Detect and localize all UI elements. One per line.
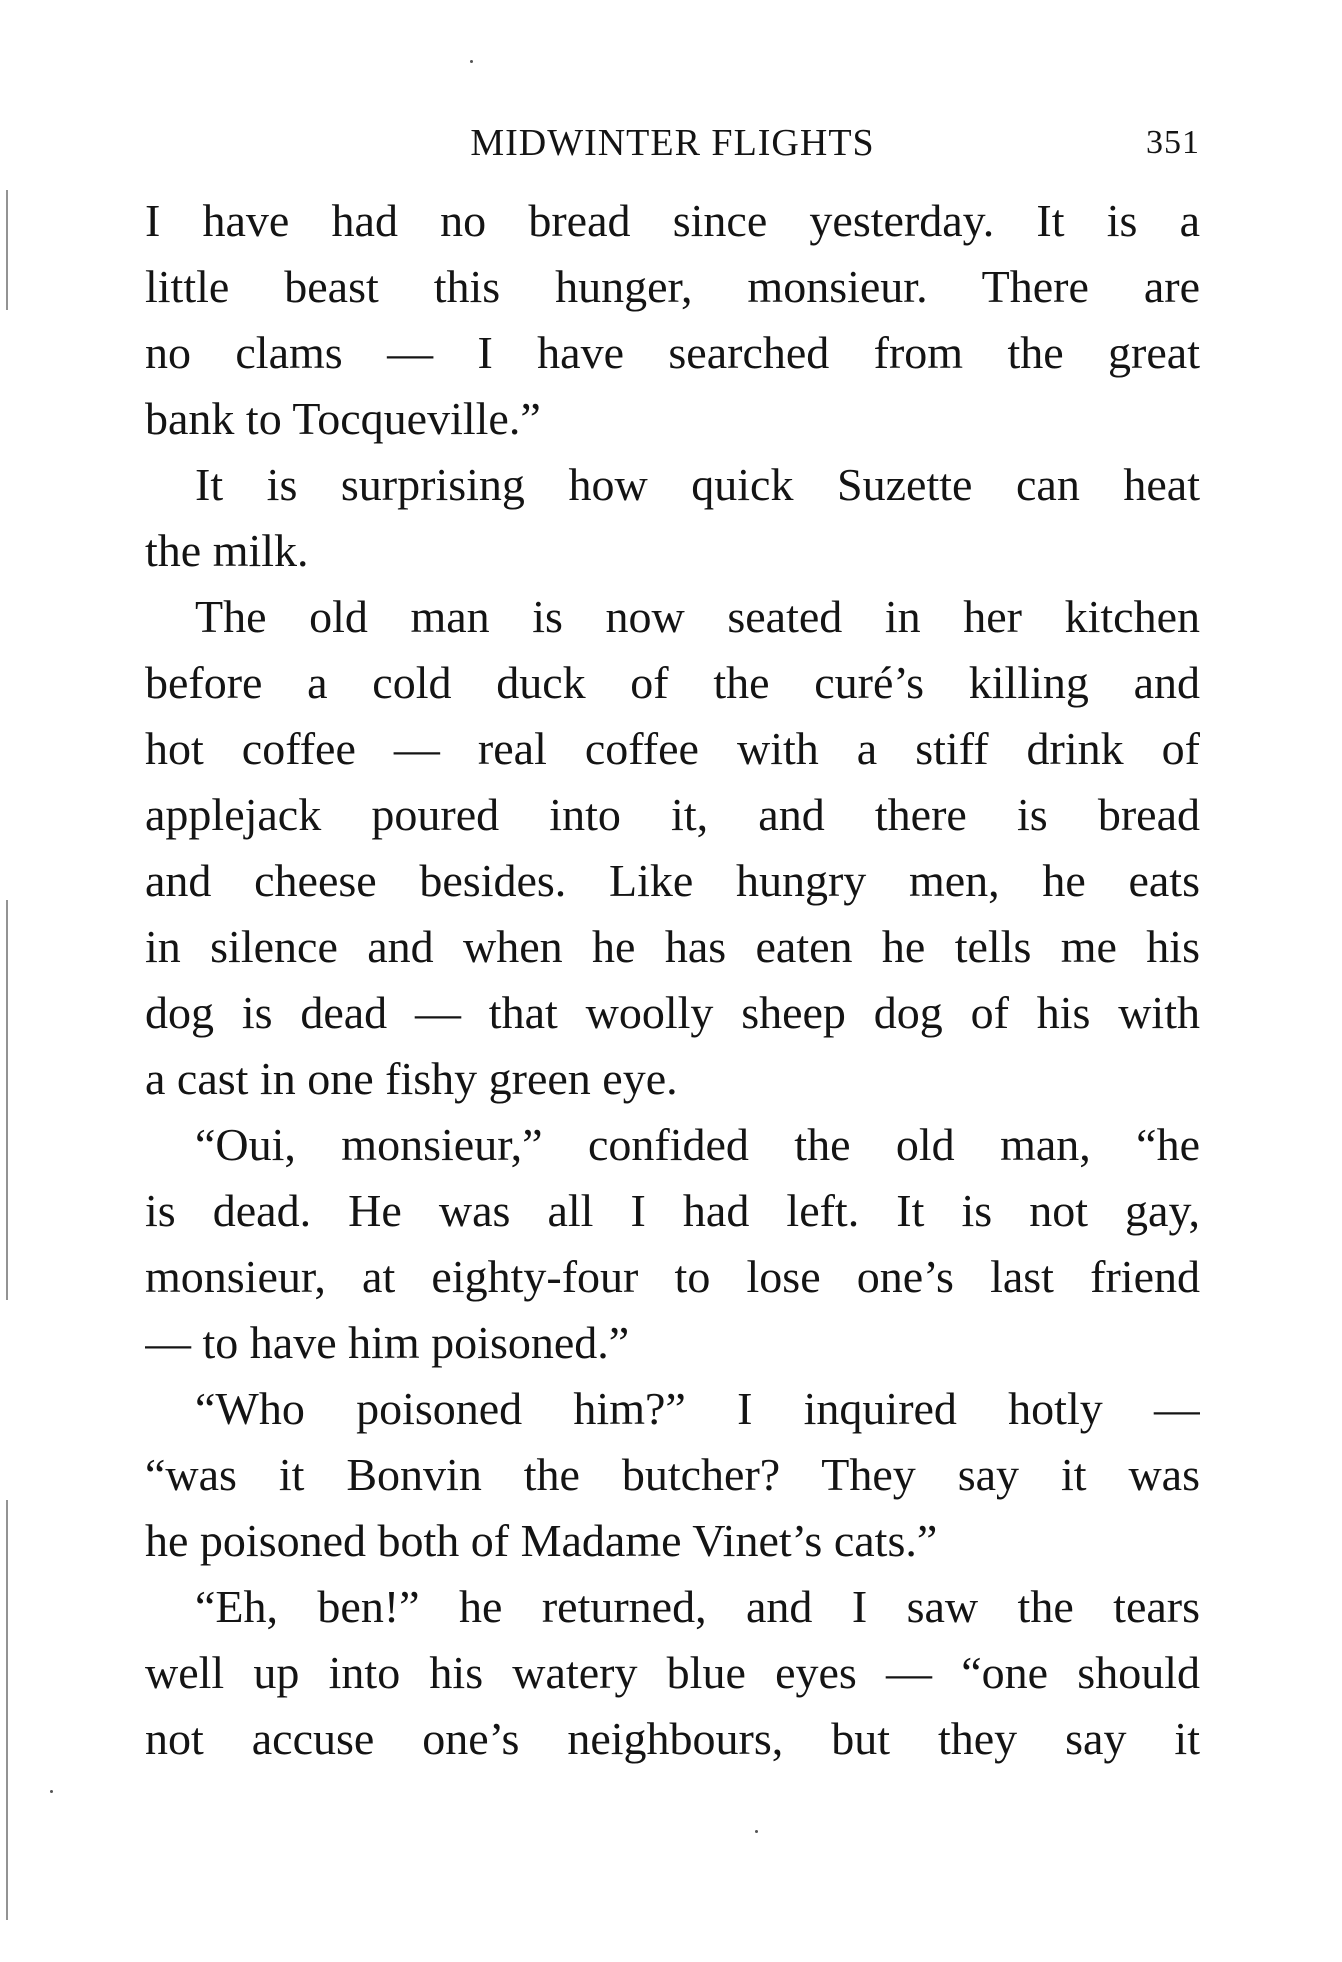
- text-line: “Eh, ben!” he returned, and I saw the tears: [195, 1581, 1200, 1632]
- text-line: not accuse one’s neighbours, but they say it: [145, 1713, 1200, 1764]
- text-line: I have had no bread since yesterday. It is a: [145, 195, 1200, 246]
- text-line: and cheese besides. Like hungry men, he eats: [145, 855, 1200, 906]
- text-line: dog is dead — that woolly sheep dog of his with: [145, 987, 1200, 1038]
- body-text: [145, 188, 1200, 1772]
- text-line: “Oui, monsieur,” confided the old man, “he: [195, 1119, 1200, 1170]
- text-line: “was it Bonvin the butcher? They say it was: [145, 1449, 1200, 1500]
- paper-speck: [470, 60, 473, 63]
- text-line: little beast this hunger, monsieur. There are: [145, 261, 1200, 312]
- text-line: the milk.: [145, 525, 309, 576]
- text-line: is dead. He was all I had left. It is not gay,: [145, 1185, 1200, 1236]
- text-line: bank to Tocqueville.”: [145, 393, 541, 444]
- paragraph: [145, 1574, 1200, 1772]
- paragraph: [145, 584, 1200, 1112]
- paragraph: [145, 1112, 1200, 1376]
- text-line: well up into his watery blue eyes — “one should: [145, 1647, 1200, 1698]
- paragraph: [145, 188, 1200, 452]
- paragraph: [145, 1376, 1200, 1574]
- text-line: It is surprising how quick Suzette can heat: [195, 459, 1200, 510]
- text-line: applejack poured into it, and there is bread: [145, 789, 1200, 840]
- paper-speck: [50, 1790, 53, 1793]
- page-edge-mark: [6, 190, 8, 310]
- paragraph: [145, 452, 1200, 584]
- text-line: in silence and when he has eaten he tells me his: [145, 921, 1200, 972]
- text-line: before a cold duck of the curé’s killing and: [145, 657, 1200, 708]
- text-line: hot coffee — real coffee with a stiff drink of: [145, 723, 1200, 774]
- text-line: “Who poisoned him?” I inquired hotly —: [195, 1383, 1200, 1434]
- text-line: The old man is now seated in her kitchen: [195, 591, 1200, 642]
- text-line: he poisoned both of Madame Vinet’s cats.”: [145, 1515, 938, 1566]
- text-line: a cast in one fishy green eye.: [145, 1053, 678, 1104]
- text-line: no clams — I have searched from the great: [145, 327, 1200, 378]
- text-line: monsieur, at eighty-four to lose one’s last friend: [145, 1251, 1200, 1302]
- page-number: 351: [1146, 124, 1200, 161]
- running-head: MIDWINTER FLIGHTS: [470, 122, 875, 164]
- text-line: — to have him poisoned.”: [145, 1317, 630, 1368]
- page-edge-mark: [6, 900, 8, 1300]
- page-header: [145, 118, 1200, 168]
- paper-speck: [755, 1830, 758, 1833]
- page-edge-mark: [6, 1500, 8, 1920]
